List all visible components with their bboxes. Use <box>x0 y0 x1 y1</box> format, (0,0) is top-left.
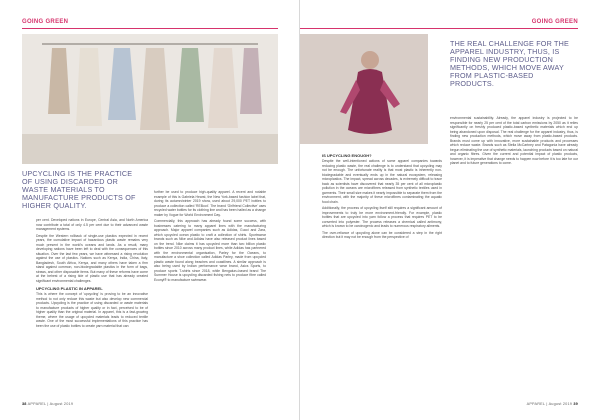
paragraph: The over-reliance of upcycling alone can be considered a step in the right direction but it may not be enough from the perspective of <box>322 230 442 239</box>
right-page <box>300 0 600 420</box>
article-column-b <box>154 190 266 398</box>
paragraph: further be used to produce high-quality apparel. A recent and notable example of this is Gabriela Hearst, the New York-based fashion label that, during its autumn/winter 2019 show, used about 29,000 PET bottles to produce a collection called 'REBoot'. The brand 'Girlfriend Collective' uses recycled water bottles for its clothing line and has been hailed as a change maker by Vogue for World Environment Day. <box>154 190 266 217</box>
page-number: 38 <box>22 402 27 406</box>
footer-text: APPAREL | August 2019 <box>27 402 74 406</box>
section-tag-left: GOING GREEN <box>22 19 69 25</box>
paragraph: per cent. Developed nations in Europe, Central Asia, and North America now contribute a total of only 4.5 per cent due to their advanced waste management systems. <box>36 218 148 231</box>
section-tag-right: GOING GREEN <box>531 19 578 25</box>
page-number: 39 <box>573 402 578 406</box>
paragraph: This is where the concept of 'upcycling' is proving to be an innovative method to not only reduce this waste but also develop new commercial products. Upcycling is the practice of using discarded or waste materials to manufacture products of higher quality or in fact, perceived to be of higher quality than the original material. In apparel, this is a fast-growing theme, where the usage of upcycled materials leads to reduced textile waste. One of the most successful implementations of this practice has been the use of plastic bottles to create yarn material that can <box>36 292 148 328</box>
section-rule-right <box>300 28 578 29</box>
paragraph: Commercially, this approach has already found some success, with businesses catering to many apparel lines with the manufacturing approach. Major apparel companies such as Adidas, Gucci and Zara, which upcycled ocean plastic to craft a collection of shirts. Sportswear brands such as Nike and Adidas have also released product lines based on the trend. Nike claims it has upcycled more than two billion plastic bottles since 2010 across many product lines, while Adidas has partnered with the environmental organisation, Parley for the Oceans, to manufacture a shoe collection called Adidas Parley, made from upcycled plastic waste found along beaches and coastlines. A similar approach is also being used by Indian performance wear brand, Asics Sports, to produce sports T-shirts since 2018, while Bengaluru-based brand The Summer House is upcycling discarded fishing nets to produce fibre called Econyl® to manufacture swimwear. <box>154 219 266 282</box>
page-footer-right <box>527 402 578 406</box>
hero-image <box>22 34 278 164</box>
footer-text: APPAREL | August 2019 <box>526 402 573 406</box>
paragraph: Despite the Western rollback of single-use plastics expected in recent years, the cumulative impact of hazardous plastic waste remains very much present in the world's oceans and lands. As a result, many developing nations have been left to deal with the consequences of this situation. Over the last few years, we have witnessed a rising revolution against the use of plastics. Nations such as Kenya, India, China, Italy, Bangladesh, South Africa, Kenya, and many others have taken a firm stand against common, non-biodegradable plastics in the form of bags, straws, and other disposable items. But many of these reforms have come at the behest of a rising tide of plastic use that has already created significant environmental challenges. <box>36 233 148 283</box>
paragraph: Despite the well-intentioned actions of some apparel companies towards reducing plastic waste, the real challenge is to understand that upcycling may not be enough. The unfortunate reality is that most plastic is inherently non-biodegradable and eventually ends up in the natural ecosystem, releasing microplastics. The impact, spread across decades, is extremely difficult to trace back as scientists have discovered that nearly 35 per cent of all microplastic pollution in the oceans are microfibres released from synthetic textiles used in garments. Their small size makes it nearly impossible to separate them from the environment, with the majority of these microfibres contaminating the aquatic food chain. <box>322 159 442 204</box>
article-column-c-text <box>322 150 442 396</box>
article-column-d <box>450 116 578 266</box>
page-footer-left <box>22 402 73 406</box>
pull-quote-left: UPCYCLING IS THE PRACTICE OF USING DISCARDED OR WASTE MATERIALS TO MANUFACTURE PRODUCTS OF HIGHER QUALITY. <box>22 169 136 210</box>
pull-quote-right: THE REAL CHALLENGE FOR THE APPAREL INDUSTRY, THUS, IS FINDING NEW PRODUCTION METHODS, WHICH MOVE AWAY FROM PLASTIC-BASED PRODUCTS. <box>450 39 570 88</box>
section-rule-left <box>22 28 278 29</box>
subheading: IS UPCYCLING ENOUGH? <box>322 153 372 158</box>
paragraph: Additionally, the process of upcycling itself still requires a significant amount of improvements to truly be more environment-friendly. For example, plastic bottles that are upcycled into yarn follow a process that requires PET to be converted into polyester. The process releases a chemical called antimony, which is known to be carcinogenic and leads to numerous respiratory ailments. <box>322 206 442 228</box>
model-image <box>300 34 428 144</box>
subheading: UPCYCLING PLASTIC IN APPAREL <box>36 286 103 291</box>
article-column-a <box>36 218 148 398</box>
paragraph: environmental sustainability. Already, the apparel industry is projected to be responsible for nearly 25 per cent of the total carbon emissions by 2050 as it relies significantly on freshly produced plastic-based synthetic materials which end up being abandoned upon disposal. The real challenge for the apparel industry, thus, is finding new production methods, which move away from plastic-based products. Brands must come up with innovative, more sustainable products and processes which reduce waste. Brands such as Stella McCartney and Patagonia have already begun eliminating the use of synthetic materials, launching products based on natural and organic fibres. Given the current and potential impact of plastic products, however, it is imperative that change needs to happen now before it is too late for our planet and to future generations to come. <box>450 116 578 165</box>
model-photo <box>300 34 428 144</box>
clothing-photo <box>22 34 278 164</box>
